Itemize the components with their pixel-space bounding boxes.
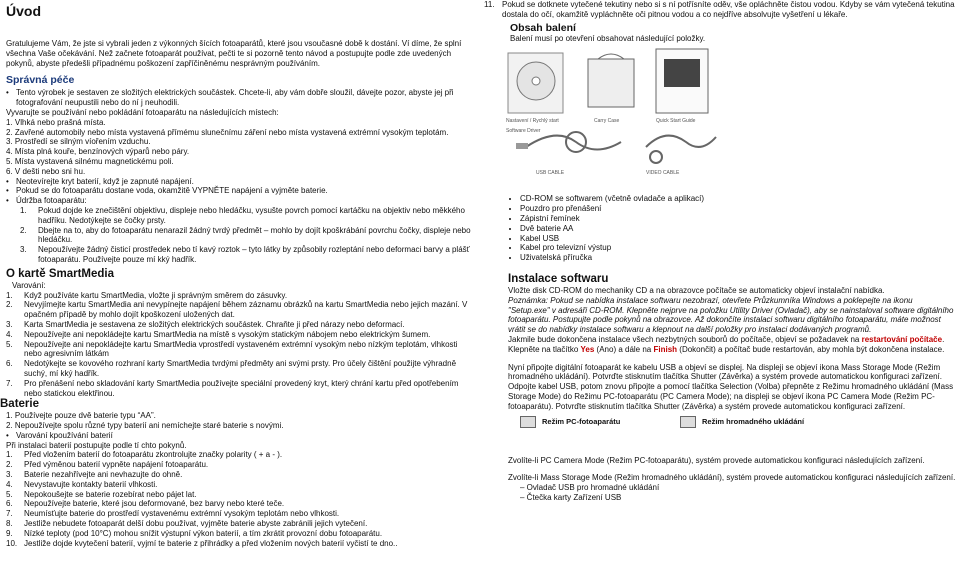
left-column: [0, 0, 476, 548]
list-item: 5. Nepoužívejte ani nepokládejte kartu SmartMedia vprostředí vystaveném extrémní vysokým nebo nízkým teplotám, vlhkosti nebo agresivním látkám: [6, 339, 458, 359]
package-item: • Uživatelská příručka: [520, 253, 956, 263]
caption-video-cable: VIDEO CABLE: [646, 170, 680, 177]
list-item: 1. Pokud dojde ke znečištění objektivu, displeje nebo hledáčku, vysušte povrch pomocí kartáčku na objektiv nebo měkkého hadříku. Nedotýkejte se čočky prsty.: [20, 205, 465, 225]
list-item: 5. Nepokoušejte se baterie rozebírat nebo pájet lat.: [6, 489, 197, 499]
smartmedia-warning: Varování:: [12, 280, 46, 290]
care-title: Správná péče: [6, 74, 75, 87]
list-item: 8. Jestliže nebudete fotoaparát delší dobu používat, vyjměte baterie abyste zabránili jejich vytečení.: [6, 519, 368, 529]
package-text: Balení musí po otevření obsahovat následující položky.: [510, 33, 706, 43]
caption-carry-case: Carry Case: [594, 118, 620, 125]
care-bullet-4: • Údržba fotoaparátu:: [6, 196, 87, 206]
caption-usb-cable: USB CABLE: [536, 170, 565, 177]
intro-title: Úvod: [6, 3, 41, 19]
driver-item: – Ovladač USB pro hromadné ukládání: [520, 483, 660, 493]
pc-camera-mode: Režim PC-fotoaparátu: [520, 416, 680, 428]
battery-warning: • Varování kpoužívání baterií: [6, 430, 113, 440]
package-list: [484, 194, 956, 263]
right-column: [484, 0, 956, 503]
list-item: 1. Když používáte kartu SmartMedia, vložte ji správným směrem do zásuvky.: [6, 290, 288, 300]
place-item: 6. V dešti nebo sni hu.: [6, 166, 86, 176]
driver-item: – Čtečka karty Zařízení USB: [520, 492, 622, 502]
package-item: • Dvě baterie AA: [520, 224, 956, 234]
yes-label: Yes: [580, 344, 595, 354]
mass-storage-icon: [680, 416, 696, 428]
carry-case-icon: [588, 59, 634, 107]
package-item: • Kabel pro televizní výstup: [520, 243, 956, 253]
list-item: 10. Jestliže dojde kvytečení baterií, vyjmí te baterie z přihrádky a před vložením nových baterií vyčistí te dno..: [6, 538, 398, 548]
mass-storage-mode: Režim hromadného ukládání: [680, 416, 840, 428]
package-item: • Pouzdro pro přenášení: [520, 204, 956, 214]
place-item: 1. Vlhká nebo prašná místa.: [6, 117, 106, 127]
list-item: 4. Nevystavujte kontakty baterií vlhkosti.: [6, 479, 158, 489]
list-item: 2. Nevyjímejte kartu SmartMedia ani nevypínejte napájení během záznamu obrázků na kartu SmartMedia nebo jejich mazání. V opačném případě by mohlo dojít kpoškození uložených dat.: [6, 300, 468, 320]
place-item: 3. Prostředí se silným víořením vzduchu.: [6, 137, 151, 147]
package-item: • CD-ROM se softwarem (včetně ovladače a aplikací): [520, 194, 956, 204]
care-avoid: Vyvarujte se používání nebo pokládání fotoaparátu na následujících místech:: [6, 107, 279, 117]
list-item: 9. Nízké teploty (pod 10°C) mohou snížit výstupní výkon baterií, a tím zkrátit provozní dobu fotoaparátu.: [6, 528, 383, 538]
list-item: 3. Karta SmartMedia je sestavena ze složitých elektrických součástek. Chraňte ji před nárazy nebo deformací.: [6, 319, 405, 329]
list-item: 2. Dbejte na to, aby do fotoaparátu nenarazil žádný tvrdý předmět – mohlo by dojít kpoškrábání povrchu čočky, displeje nebo hledáčku.: [20, 225, 471, 245]
select-mass-text: Zvolíte-li Mass Storage Mode (Režim hromadného ukládání), systém provede automatickou konfiguraci následujících zařízení.: [508, 473, 956, 483]
package-illustration: [506, 47, 726, 182]
list-item: 2. Před výměnou baterií vypněte napájení fotoaparátu.: [6, 460, 209, 470]
package-item: • Zápistní řemínek: [520, 214, 956, 224]
place-item: 4. Místa plná kouře, benzínových výparů nebo páry.: [6, 147, 190, 157]
list-item: 7. Neumísťujte baterie do prostředí vystavenému extrémní vysokým teplotám nebo vlhkosti.: [6, 509, 340, 519]
pc-camera-icon: [520, 416, 536, 428]
mode-icons: [484, 416, 956, 428]
battery-instruction: Při instalaci baterií postupujte podle tí chto pokynů.: [6, 440, 187, 450]
place-item: 2. Zavřené automobily nebo místa vystavená přímému slunečnímu záření nebo místa vystavená extrémní vysokým teplotám.: [6, 127, 449, 137]
intro-text: Gratulujeme Vám, že jste si vybrali jeden z výkonných šících fotoaparátů, které jsou vsoučasné době k dostání. Ví díme, že splní všechna Vaše očekávání. Než začnete fotoaparát používat, pečti te si pozorně tento návod a postupujte podle zde uvedených pokynů, abyste předešli případnému poškození zapříčiněnému nesprávným používáním.: [6, 39, 462, 68]
list-item: 6. Nedotýkejte se kovového rozhraní karty SmartMedia tvrdými předměty ani svými prsty. Pro účely čištění použijte výhradně suchý, mí kký hadřík.: [6, 359, 457, 378]
install-block: [484, 286, 956, 412]
list-item: 6. Nepoužívejte baterie, které jsou deformované, bez barvy nebo které teče.: [6, 499, 285, 509]
smartmedia-list: [6, 291, 476, 399]
places-list: [6, 118, 476, 177]
list-item: 3. Baterie nezahřívejte ani nevhazujte do ohně.: [6, 470, 183, 480]
list-item: 3. Nepoužívejte žádný čisticí prostředek nebo tí kavý roztok – tyto látky by způsobily rozleptání nebo deformaci barvy a plášť fotoaparátu. Používejte pouze mí kký hadřík.: [20, 245, 470, 264]
caption-quick-start: Quick Start Guide: [656, 118, 696, 125]
connection-text: Nyní připojte digitální fotoaparát ke kabelu USB a objeví se displej. Na displeji se objeví ikona Mass Storage Mode (Režim hromadného ukládání). Potvrďte stisknutím tlačítka Shutter (Závěrka) a systém provede automatickou konfiguraci zařízení. Odpojte kabel USB, potom znovu připojte a pomocí tlačítka Selection (Volba) přepněte z Režimu hromadného ukládání (Mass Storage Mode) do Režimu PC-fotoaparátu (PC Camera Mode); na displeji se objeví ikona PC Camera Mode (Režim PC-fotoaparátu). Potvrďte stisknutím tlačítka Shutter (Závěrka) a systém provede automatickou konfiguraci zařízení.: [508, 362, 954, 411]
finish-label: Finish: [653, 344, 678, 354]
install-text-3: Jakmile bude dokončena instalace všech nezbytných souborů do počítače, objeví se požadavek na restartování počítače. Klepněte na tlačítko Yes (Ano) a dále na Finish (Dokončit) a počítač bude restartován, aby mohla být dokončena instalace.: [508, 334, 945, 354]
select-pc-text: Zvolíte-li PC Camera Mode (Režim PC-fotoaparátu), systém provede automatickou konfiguraci následujících zařízení.: [508, 455, 925, 465]
package-contents-image: [506, 47, 726, 182]
restart-label: restartování počítače: [861, 334, 943, 344]
list-item: 7. Pro přenášení nebo skladování karty SmartMedia používejte speciální provedený kryt, který chrání kartu před opotřebením nebo statickou elektřinou.: [6, 378, 459, 398]
smartmedia-title: O kartě SmartMedia: [6, 267, 115, 280]
battery-item-11: 11. Pokud se dotknete vytečené tekutiny nebo si s ní potřísníte oděv, vše opláchněte čistou vodou. Kdyby se vám vytečená tekutina dostala do očí, okamžitě vypláchněte oči pitnou vodou a co nejdříve absolvujte vyšetření u lékaře.: [484, 0, 955, 19]
battery-title: Baterie: [0, 398, 39, 411]
maintenance-list: [6, 206, 476, 265]
caption-software: Nastavení / Rychlý start Software Driver: [506, 118, 559, 135]
battery-list: [6, 450, 476, 548]
care-bullet-3: • Pokud se do fotoaparátu dostane voda, okamžitě VYPNĚTE napájení a vyjměte baterie.: [6, 186, 328, 196]
place-item: 5. Místa vystavená silnému magnetickému poli.: [6, 156, 174, 166]
install-text-1: Vložte disk CD-ROM do mechaniky CD a na obrazovce počítače se automaticky objeví instalační nabídka.: [508, 285, 885, 295]
care-bullet-1: • Tento výrobek je sestaven ze složitých elektrických součástek. Chcete-li, aby vám dobře sloužil, dávejte pozor, abyste jej při fotografování neupustili nebo do ní j neuhodili.: [6, 88, 454, 108]
list-item: 1. Před vložením baterií do fotoaparátu zkontrolujte značky polarity ( + a - ).: [6, 450, 283, 460]
list-item: 4. Nepoužívejte ani nepokládejte kartu SmartMedia na místě s vysokým statickým nábojem nebo elektrickým šumem.: [6, 329, 431, 339]
package-title: Obsah balení: [510, 21, 576, 34]
package-item: • Kabel USB: [520, 234, 956, 244]
install-note: Poznámka: Pokud se nabídka instalace softwaru nezobrazí, otevřete Průzkumníka Windows a poklepejte na ikonu "Setup.exe" v adresáři CD-ROM. Klepněte nejprve na položku Utility Driver (Ovladač), aby se nainstaloval software digitálního fotoaparátu. Postupujte podle pokynů na obrazovce. Až dokončíte instalaci softwaru digitálního fotoaparátu, máte možnost vrátit se do nabídky instalace softwaru a klepnout na další položky pro instalaci dodávaných programů.: [508, 295, 954, 335]
care-bullet-2: • Neotevírejte kryt baterií, když je zapnuté napájení.: [6, 176, 194, 186]
battery-note-2: 2. Nepoužívejte spolu různé typy baterií ani nemíchejte staré baterie s novými.: [6, 421, 284, 431]
install-title: Instalace softwaru: [508, 272, 609, 285]
battery-note-1: 1. Používejte pouze dvě baterie typu “AA”.: [6, 411, 156, 421]
video-cable-icon: [646, 136, 716, 147]
driver-list: [484, 483, 956, 503]
